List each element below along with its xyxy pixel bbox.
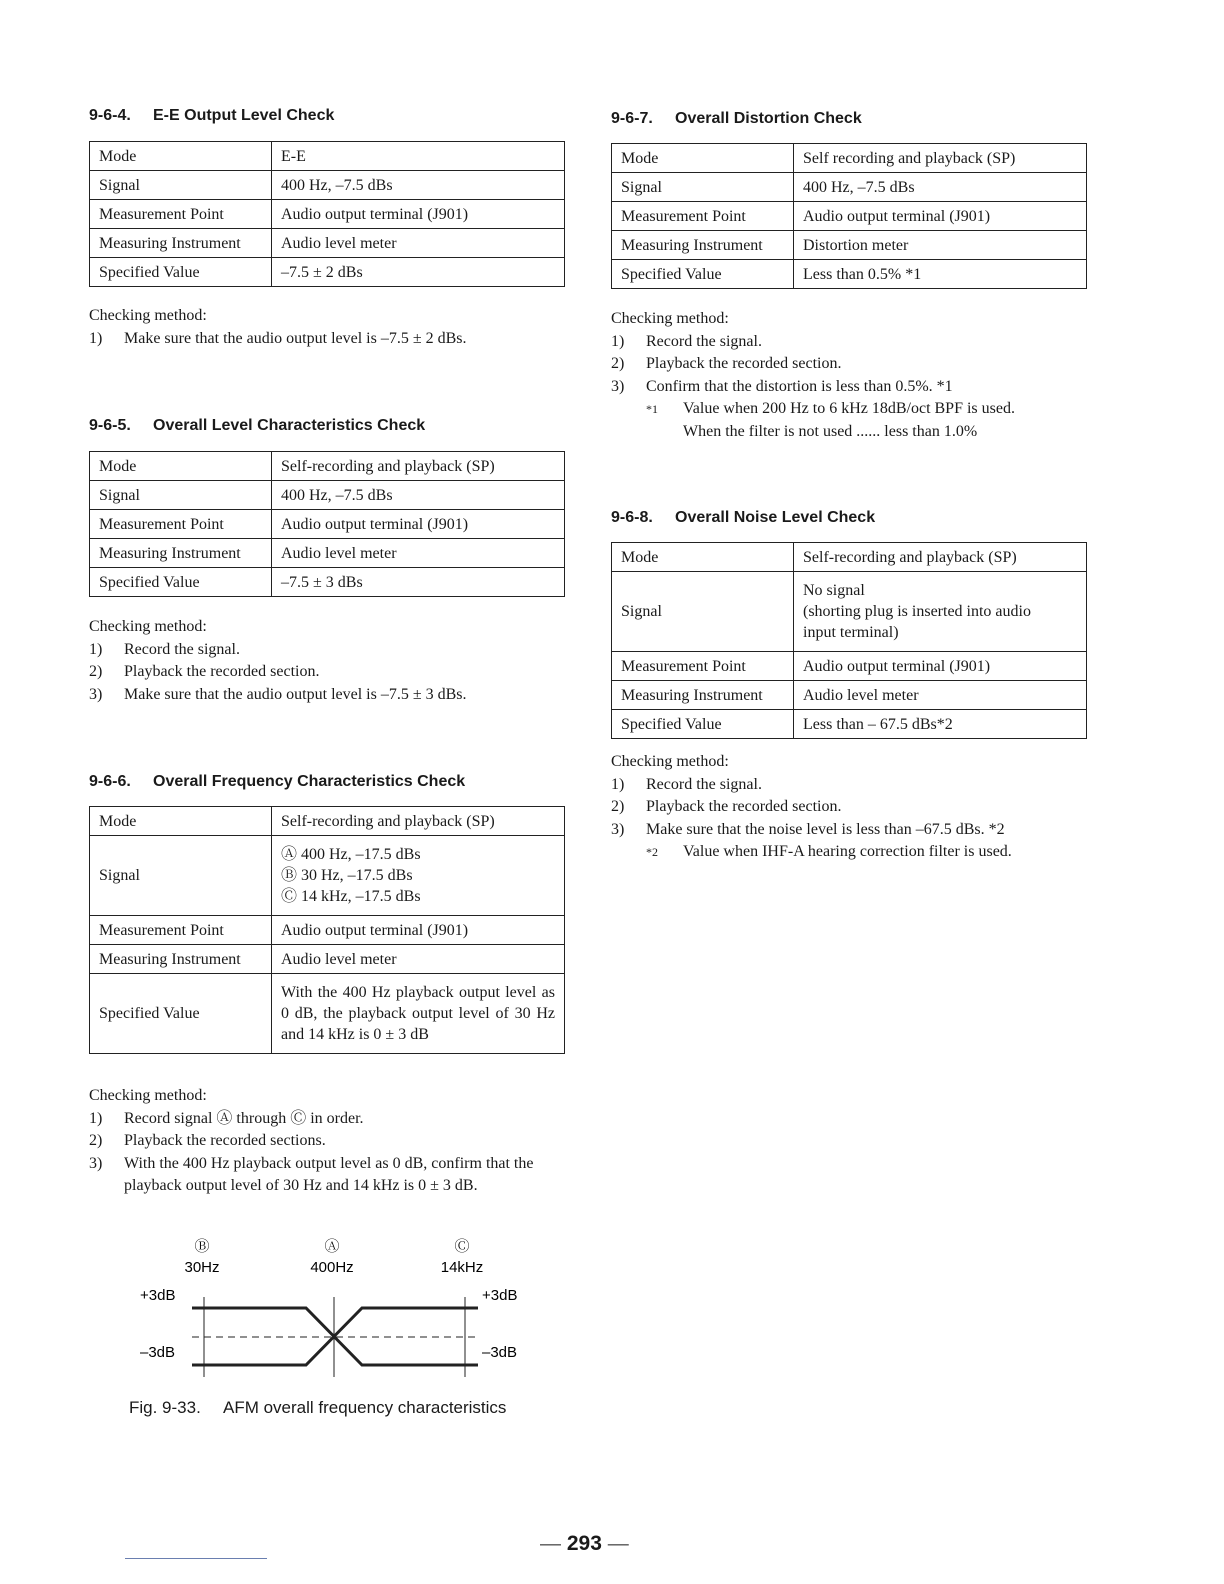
checking-method-label: Checking method: <box>89 1087 207 1104</box>
step-text: Playback the recorded section. <box>124 663 320 680</box>
step-item <box>89 1153 565 1198</box>
page-number: — 293 — <box>540 1532 629 1555</box>
step-number: 1) <box>89 640 103 658</box>
step-item <box>611 774 1087 797</box>
row-label: Specified Value <box>90 568 272 597</box>
table-9-6-5 <box>89 451 565 597</box>
step-number: 2) <box>89 663 103 680</box>
step-item <box>611 796 1087 819</box>
row-label: Signal <box>612 572 794 652</box>
row-value: Audio level meter <box>272 229 565 258</box>
method-9-6-7 <box>611 308 1087 443</box>
table-9-6-8 <box>611 542 1087 739</box>
checking-method-label: Checking method: <box>611 310 729 327</box>
step-number: 3) <box>611 820 625 838</box>
footnote <box>611 398 1087 421</box>
step-number: 3) <box>611 377 625 395</box>
footer-rule <box>125 1558 267 1559</box>
step-item <box>89 661 565 684</box>
row-value: 400 Hz, –7.5 dBs <box>272 171 565 200</box>
row-value: Audio output terminal (J901) <box>272 916 565 945</box>
table-row <box>90 568 565 597</box>
row-label: Signal <box>90 836 272 916</box>
row-value: E-E <box>272 142 565 171</box>
row-label: Mode <box>90 452 272 481</box>
row-value: Self-recording and playback (SP) <box>794 543 1087 572</box>
table-row <box>90 510 565 539</box>
row-label: Mode <box>90 807 272 836</box>
freq-14khz: 14kHz <box>440 1259 484 1276</box>
row-value: Audio output terminal (J901) <box>272 200 565 229</box>
footnote <box>611 421 1087 444</box>
step-number: 3) <box>89 1154 103 1172</box>
method-9-6-5 <box>89 616 565 706</box>
checking-method-label: Checking method: <box>611 753 729 770</box>
minus-label-left: –3dB <box>140 1344 176 1361</box>
step-number: 2) <box>611 355 625 372</box>
frequency-figure <box>120 1225 540 1385</box>
step-item <box>89 684 565 707</box>
step-number: 2) <box>611 798 625 815</box>
row-value: –7.5 ± 3 dBs <box>272 568 565 597</box>
value-line: Ⓑ 30 Hz, –17.5 dBs <box>281 867 413 884</box>
table-9-6-4 <box>89 141 565 287</box>
step-text: Record the signal. <box>124 640 240 658</box>
row-label: Measurement Point <box>90 510 272 539</box>
value-line: Ⓒ 14 kHz, –17.5 dBs <box>281 888 421 905</box>
step-item <box>89 639 565 662</box>
checking-method-label: Checking method: <box>89 307 207 324</box>
row-label: Signal <box>90 481 272 510</box>
step-number: 2) <box>89 1132 103 1149</box>
step-number: 3) <box>89 685 103 703</box>
step-text: Record the signal. <box>646 332 762 350</box>
freq-400hz: 400Hz <box>310 1259 354 1276</box>
step-text: Record signal Ⓐ through Ⓒ in order. <box>124 1109 364 1127</box>
step-text: Playback the recorded section. <box>646 355 842 372</box>
marker-b: Ⓑ <box>194 1238 210 1255</box>
table-row <box>612 260 1087 289</box>
table-row <box>90 258 565 287</box>
row-value: Less than – 67.5 dBs*2 <box>794 710 1087 739</box>
heading-9-6-6: 9-6-6. Overall Frequency Characteristics Check <box>89 773 466 790</box>
plus-label-left: +3dB <box>140 1287 176 1304</box>
heading-9-6-4: 9-6-4. E-E Output Level Check <box>89 107 335 124</box>
row-value: Self-recording and playback (SP) <box>272 452 565 481</box>
table-row <box>90 916 565 945</box>
row-value: Audio level meter <box>794 681 1087 710</box>
heading-9-6-8: 9-6-8. Overall Noise Level Check <box>611 509 876 526</box>
row-label: Measurement Point <box>90 916 272 945</box>
row-label: Signal <box>612 173 794 202</box>
table-row <box>90 974 565 1054</box>
footnote-mark: *1 <box>646 402 658 416</box>
row-value: 400 Hz, –7.5 dBs <box>794 173 1087 202</box>
table-row <box>612 173 1087 202</box>
row-label: Measuring Instrument <box>90 539 272 568</box>
step-number: 1) <box>611 775 625 793</box>
footnote-text: When the filter is not used ...... less than 1.0% <box>683 422 978 440</box>
row-value: Audio output terminal (J901) <box>794 202 1087 231</box>
row-value: Self-recording and playback (SP) <box>272 807 565 836</box>
row-label: Measurement Point <box>612 652 794 681</box>
row-value: Audio level meter <box>272 539 565 568</box>
row-value <box>272 836 565 916</box>
table-row <box>612 710 1087 739</box>
footnote-mark <box>646 421 683 444</box>
marker-a: Ⓐ <box>324 1238 340 1255</box>
table-9-6-6 <box>89 806 565 1054</box>
row-label: Signal <box>90 171 272 200</box>
row-value: Less than 0.5% *1 <box>794 260 1087 289</box>
step-text: Make sure that the noise level is less than –67.5 dBs. *2 <box>646 820 1005 838</box>
heading-9-6-7: 9-6-7. Overall Distortion Check <box>611 110 862 127</box>
table-row <box>90 452 565 481</box>
table-row <box>90 945 565 974</box>
checking-method-label: Checking method: <box>89 618 207 635</box>
row-label: Measurement Point <box>90 200 272 229</box>
table-row <box>612 231 1087 260</box>
row-label: Mode <box>612 144 794 173</box>
step-number: 1) <box>611 332 625 350</box>
row-label: Mode <box>612 543 794 572</box>
table-row <box>90 836 565 916</box>
table-row <box>90 200 565 229</box>
footnote-text: Value when IHF-A hearing correction filter is used. <box>683 843 1012 860</box>
step-item <box>89 1130 565 1153</box>
value-line: No signal <box>803 582 865 599</box>
row-value: Audio output terminal (J901) <box>794 652 1087 681</box>
row-value: –7.5 ± 2 dBs <box>272 258 565 287</box>
step-number: 1) <box>89 329 103 347</box>
step-text: Playback the recorded section. <box>646 798 842 815</box>
row-label: Specified Value <box>612 260 794 289</box>
value-line: (shorting plug is inserted into audio <box>803 603 1031 620</box>
table-row <box>90 171 565 200</box>
table-9-6-7 <box>611 143 1087 289</box>
row-label: Mode <box>90 142 272 171</box>
method-9-6-6 <box>89 1085 565 1198</box>
step-number: 1) <box>89 1109 103 1127</box>
minus-label-right: –3dB <box>482 1344 518 1361</box>
step-item <box>89 328 565 351</box>
row-label: Measuring Instrument <box>612 231 794 260</box>
footnote-mark: *2 <box>646 845 658 859</box>
table-row <box>90 807 565 836</box>
footnote-text: Value when 200 Hz to 6 kHz 18dB/oct BPF is used. <box>683 400 1015 417</box>
step-text: Make sure that the audio output level is –7.5 ± 2 dBs. <box>124 329 467 347</box>
table-row <box>612 652 1087 681</box>
row-value: 400 Hz, –7.5 dBs <box>272 481 565 510</box>
row-label: Measuring Instrument <box>90 945 272 974</box>
table-row <box>612 572 1087 652</box>
step-item <box>611 331 1087 354</box>
row-label: Measuring Instrument <box>612 681 794 710</box>
step-text: With the 400 Hz playback output level as 0 dB, confirm that the playback output level of 30 Hz and 14 kHz is 0 ± 3 dB. <box>124 1154 534 1194</box>
table-row <box>612 202 1087 231</box>
figure-caption: Fig. 9-33. AFM overall frequency characteristics <box>129 1398 507 1417</box>
step-text: Make sure that the audio output level is –7.5 ± 3 dBs. <box>124 685 467 703</box>
value-line: Ⓐ 400 Hz, –17.5 dBs <box>281 846 421 863</box>
value-line: input terminal) <box>803 624 899 641</box>
row-label: Specified Value <box>90 258 272 287</box>
row-value: Self recording and playback (SP) <box>794 144 1087 173</box>
row-value: Audio level meter <box>272 945 565 974</box>
plus-label-right: +3dB <box>482 1287 518 1304</box>
method-9-6-8 <box>611 751 1087 864</box>
marker-c: Ⓒ <box>454 1238 470 1255</box>
table-row <box>90 142 565 171</box>
step-text: Playback the recorded sections. <box>124 1132 326 1149</box>
method-9-6-4 <box>89 305 565 350</box>
table-row <box>90 481 565 510</box>
table-row <box>612 681 1087 710</box>
table-row <box>90 539 565 568</box>
row-value: Distortion meter <box>794 231 1087 260</box>
footnote <box>611 841 1087 864</box>
row-value <box>794 572 1087 652</box>
row-value: Audio output terminal (J901) <box>272 510 565 539</box>
step-text: Record the signal. <box>646 775 762 793</box>
step-item <box>611 819 1087 842</box>
row-value: With the 400 Hz playback output level as 0 dB, the playback output level of 30 Hz and 14 kHz is 0 ± 3 dB <box>272 974 565 1054</box>
heading-9-6-5: 9-6-5. Overall Level Characteristics Check <box>89 417 426 434</box>
step-item <box>89 1108 565 1131</box>
freq-30hz: 30Hz <box>184 1259 220 1276</box>
table-row <box>612 144 1087 173</box>
step-item <box>611 376 1087 399</box>
row-label: Measurement Point <box>612 202 794 231</box>
row-label: Specified Value <box>612 710 794 739</box>
row-label: Measuring Instrument <box>90 229 272 258</box>
table-row <box>90 229 565 258</box>
step-text: Confirm that the distortion is less than 0.5%. *1 <box>646 377 953 395</box>
step-item <box>611 353 1087 376</box>
row-label: Specified Value <box>90 974 272 1054</box>
table-row <box>612 543 1087 572</box>
